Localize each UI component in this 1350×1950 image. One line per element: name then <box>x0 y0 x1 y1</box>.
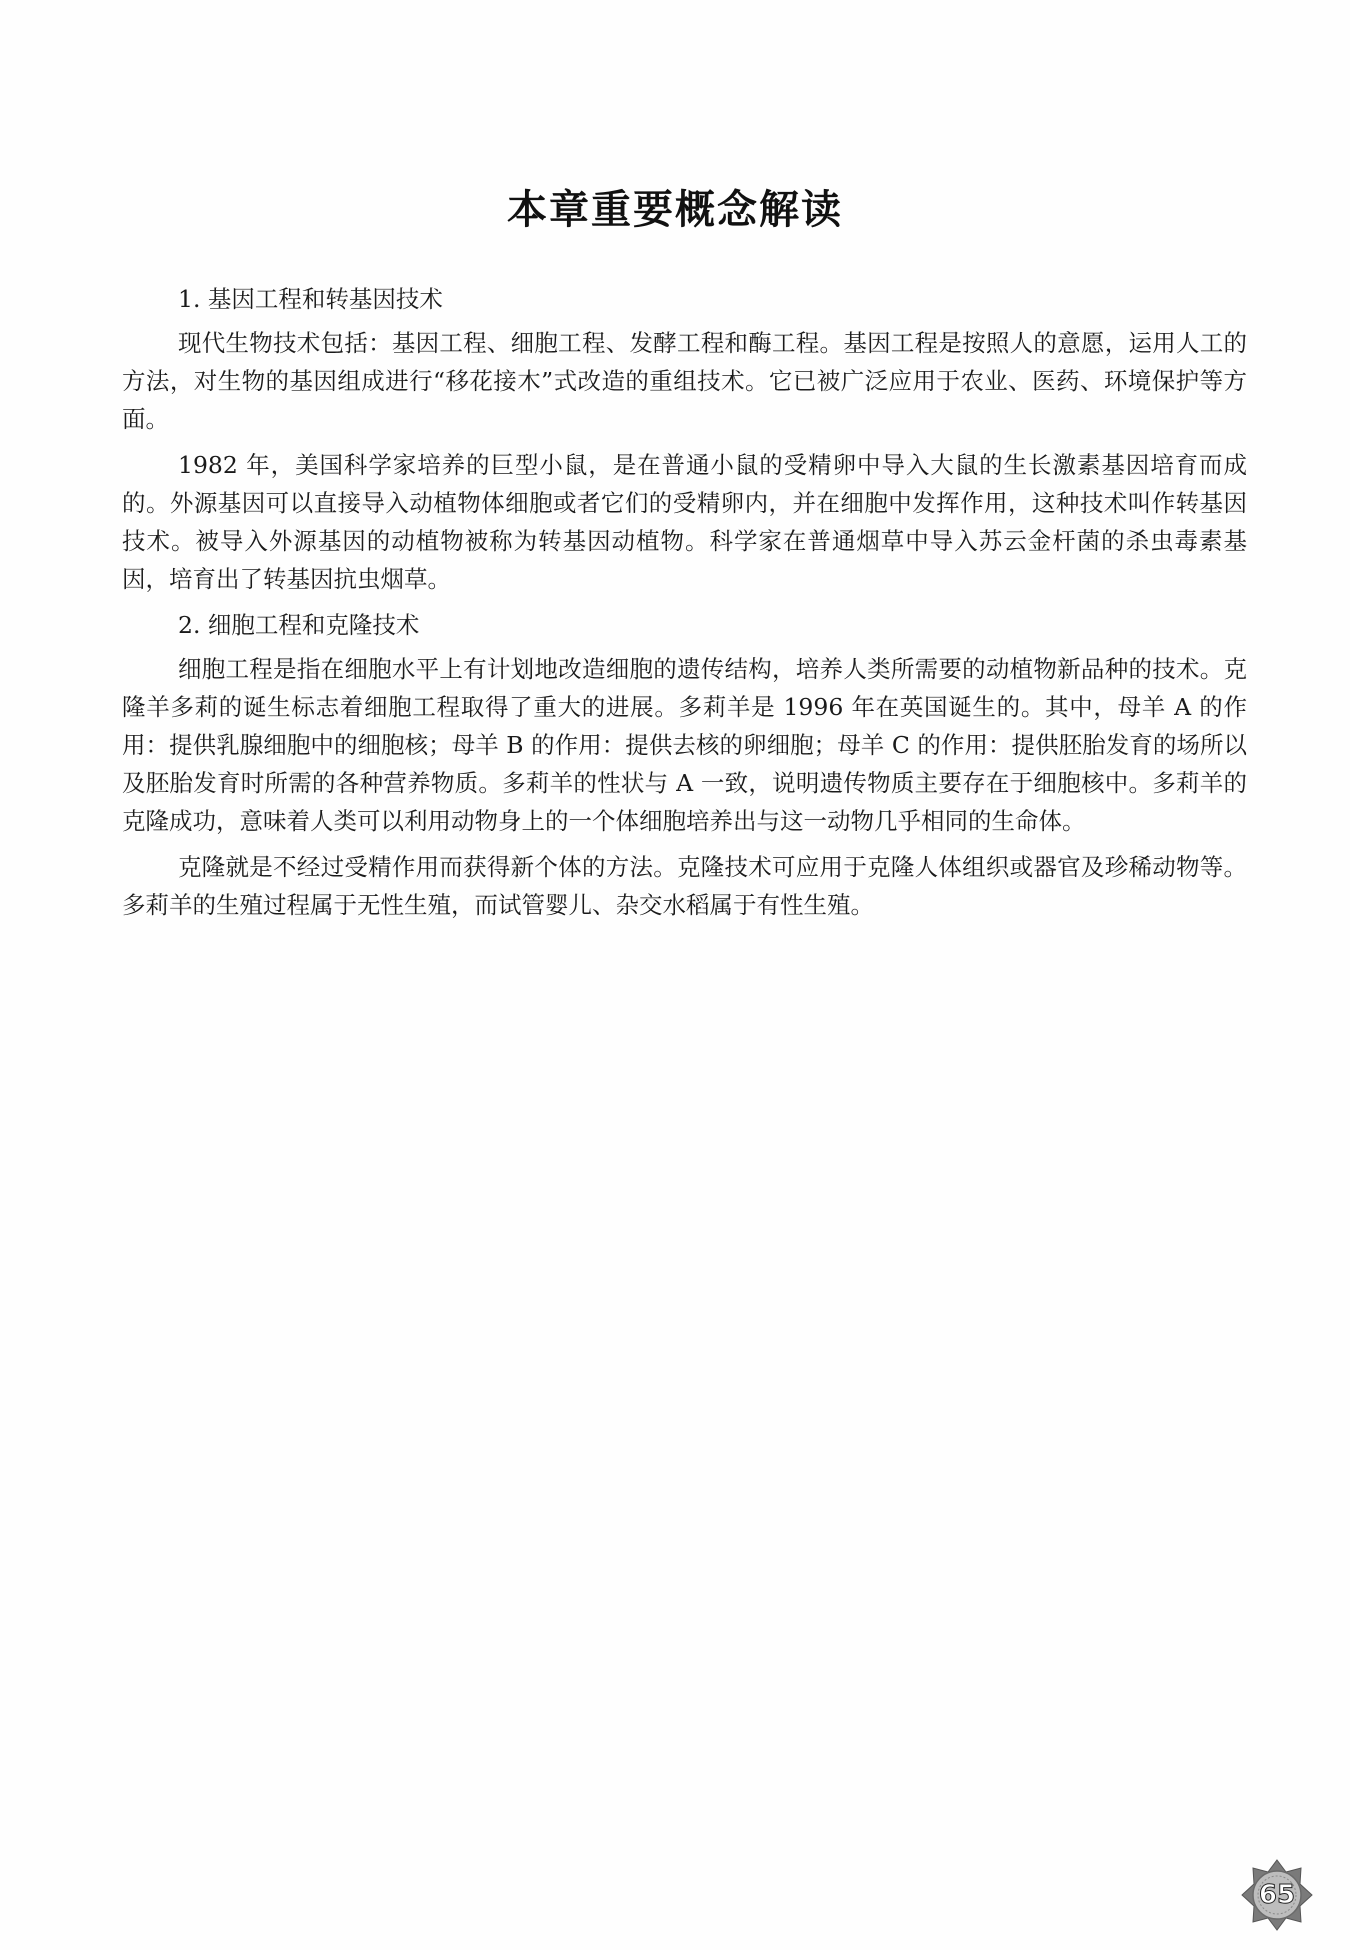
main-content <box>122 280 1247 932</box>
section-heading: 2. 细胞工程和克隆技术 <box>178 611 420 639</box>
paragraph: 1982 年，美国科学家培养的巨型小鼠，是在普通小鼠的受精卵中导入大鼠的生长激素基因培育而成的。外源基因可以直接导入动植物体细胞或者它们的受精卵内，并在细胞中发挥作用，这种技术叫作转基因技术。被导入外源基因的动植物被称为转基因动植物。科学家在普通烟草中导入苏云金杆菌的杀虫毒素基因，培育出了转基因抗虫烟草。 <box>122 451 1247 593</box>
paragraph: 克隆就是不经过受精作用而获得新个体的方法。克隆技术可应用于克隆人体组织或器官及珍稀动物等。多莉羊的生殖过程属于无性生殖，而试管婴儿、杂交水稻属于有性生殖。 <box>122 853 1247 919</box>
page-number: 65 <box>1258 1880 1296 1910</box>
page-number-badge <box>1240 1858 1314 1932</box>
page-title: 本章重要概念解读 <box>507 187 843 233</box>
section-heading: 1. 基因工程和转基因技术 <box>178 285 443 313</box>
paragraph: 现代生物技术包括：基因工程、细胞工程、发酵工程和酶工程。基因工程是按照人的意愿，运用人工的方法，对生物的基因组成进行“移花接木”式改造的重组技术。它已被广泛应用于农业、医药、环境保护等方面。 <box>122 329 1247 433</box>
paragraph: 细胞工程是指在细胞水平上有计划地改造细胞的遗传结构，培养人类所需要的动植物新品种的技术。克隆羊多莉的诞生标志着细胞工程取得了重大的进展。多莉羊是 1996 年在英国诞生的。其中，母羊 A 的作用：提供乳腺细胞中的细胞核；母羊 B 的作用：提供去核的卵细胞；母羊 C 的作用：提供胚胎发育的场所以及胚胎发育时所需的各种营养物质。多莉羊的性状与 A 一致，说明遗传物质主要存在于细胞核中。多莉羊的克隆成功，意味着人类可以利用动物身上的一个体细胞培养出与这一动物几乎相同的生命体。 <box>122 655 1247 835</box>
